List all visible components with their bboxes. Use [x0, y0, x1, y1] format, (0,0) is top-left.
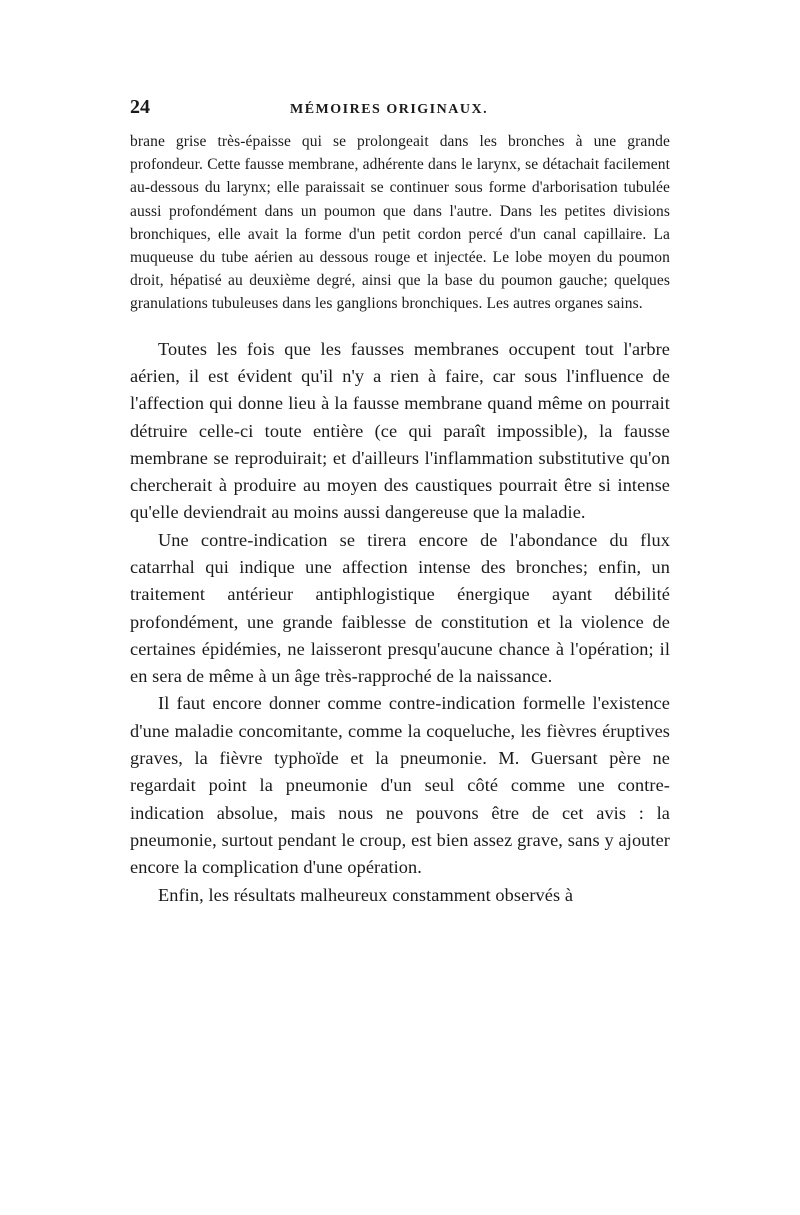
paragraph-4: Enfin, les résultats malheureux constamment observés à	[158, 884, 574, 905]
running-head: MÉMOIRES ORIGINAUX.	[290, 102, 489, 117]
book-page	[130, 96, 670, 909]
main-text	[130, 336, 670, 909]
continuation-paragraph: brane grise très-épaisse qui se prolongeait dans les bronches à une grande profondeur. Cette fausse membrane, adhérente dans le larynx, se détachait facilement au-dessous du larynx; elle paraissait se continuer sous forme d'arborisation tubulée aussi profondément dans un poumon que dans l'autre. Dans les petites divisions bronchiques, elle avait la forme d'un petit cordon percé d'un canal capillaire. La muqueuse du tube aérien au dessous rouge et injectée. Le lobe moyen du poumon droit, hépatisé au deuxième degré, ainsi que la base du poumon gauche; quelques granulations tubuleuses dans les ganglions bronchiques. Les autres organes sains.	[130, 133, 670, 313]
page-header	[130, 96, 670, 130]
page-number: 24	[130, 96, 150, 118]
paragraph-1: Toutes les fois que les fausses membranes occupent tout l'arbre aérien, il est évident qu'il n'y a rien à faire, car sous l'influence de l'affection qui donne lieu à la fausse membrane quand même on pourrait détruire celle-ci toute entière (ce qui paraît impossible), la fausse membrane se reproduirait; et d'ailleurs l'inflammation substitutive qu'on chercherait à produire au moyen des caustiques pourrait être si intense qu'elle deviendrait au moins aussi dangereuse que la maladie.	[130, 338, 670, 523]
paragraph-2: Une contre-indication se tirera encore de l'abondance du flux catarrhal qui indique une affection intense des bronches; enfin, un traitement antérieur antiphlogistique énergique ayant débilité profondément, une grande faiblesse de constitution et la violence de certaines épidémies, ne laisseront presqu'aucune chance à l'opération; il en sera de même à un âge très-rapproché de la naissance.	[130, 529, 670, 687]
paragraph-3: Il faut encore donner comme contre-indication formelle l'existence d'une maladie concomitante, comme la coqueluche, les fièvres éruptives graves, la fièvre typhoïde et la pneumonie. M. Guersant père ne regardait point la pneumonie d'un seul côté comme une contre-indication absolue, mais nous ne pouvons être de cet avis : la pneumonie, surtout pendant le croup, est bien assez grave, sans y ajouter encore la complication d'une opération.	[130, 693, 670, 878]
